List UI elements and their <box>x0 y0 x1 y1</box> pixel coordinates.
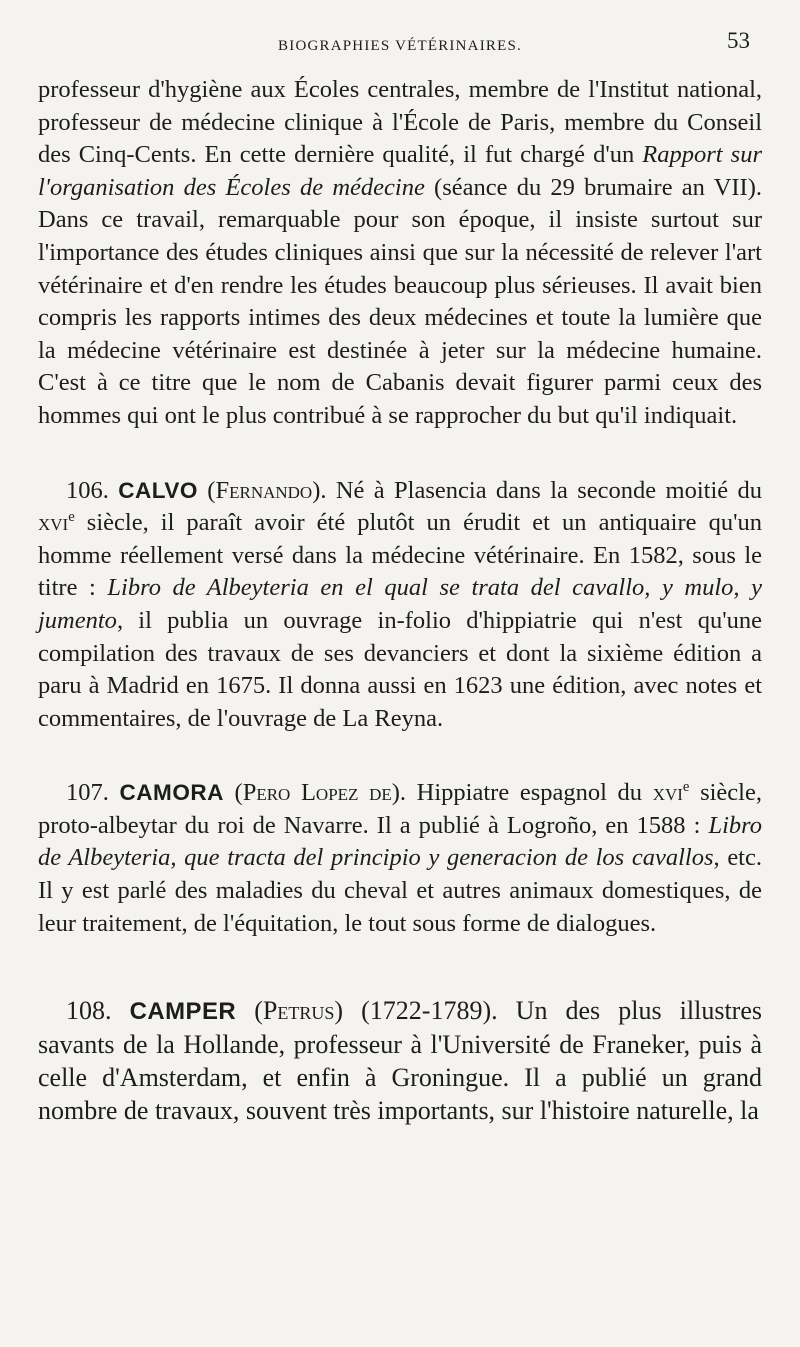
entry-107: 107. CAMORA (Pero Lopez de). Hippiatre espagnol du xvi$^e$ siècle, proto-albeytar du roi de Navarre. Il a publié à Logroño, en 1588 : Libro de Albeyteria, que tracta del principio y generacion de los cavallos, etc. Il y est parlé des maladies du cheval et autres animaux domestiques, de leur traitement, de l'équitation, le tout sous forme de dialogues. <box>38 779 762 937</box>
entry-number: 106. <box>66 476 109 504</box>
entry-work-title: Libro de Albeyteria en el qual se trata del cavallo, y mulo, y jumento <box>38 574 762 634</box>
entry-name: CAMORA <box>119 780 224 806</box>
entry-name: CALVO <box>118 477 198 503</box>
running-head-title: BIOGRAPHIES VÉTÉRINAIRES. <box>278 38 522 54</box>
entry-century: xvi <box>652 779 683 807</box>
entry-given-name: Pero Lopez de <box>242 779 392 807</box>
entry-work-title: Libro de Albeyteria, que tracta del principio y generacion de los cavallos <box>38 811 762 872</box>
entry-given-name: Fernando <box>215 476 313 504</box>
entry-century: xvi <box>38 509 69 537</box>
intro-text-1: professeur d'hygiène aux Écoles centrales, membre de l'Institut national, professeur de médecine clinique à l'École de Paris, membre du Conseil des Cinq-Cents. En cette dernière qualité, il fut chargé d'un <box>38 76 762 169</box>
entry-given-name: Petrus <box>262 996 335 1026</box>
entry-text: siècle, proto-albeytar du roi de Navarre. Il a publié à Logroño, en 1588 : <box>38 779 762 839</box>
entry-century-sup: e <box>68 508 75 525</box>
entry-108: 108. CAMPER (Petrus) (1722-1789). Un des plus illustres savants de la Hollande, professeur à l'Université de Franeker, puis à celle d'Amsterdam, et enfin à Groningue. Il a publié un grand nombre de travaux, souvent très importants, sur l'histoire naturelle, la <box>38 996 762 1126</box>
entry-text: , il publia un ouvrage in-folio d'hippiatrie qui n'est qu'une compilation des travaux de ses devanciers et dont la sixième édition a paru à Madrid en 1675. Il donna aussi en 1623 une édition, avec notes et commentaires, de l'ouvrage de La Reyna. <box>38 606 762 732</box>
entry-text: siècle, il paraît avoir été plutôt un érudit et un antiquaire qu'un homme réellement versé dans la médecine vétérinaire. En 1582, sous le titre : <box>38 509 762 602</box>
entry-106: 106. CALVO (Fernando). Né à Plasencia dans la seconde moitié du xvi$^e$ siècle, il paraît avoir été plutôt un érudit et un antiquaire qu'un homme réellement versé dans la médecine vétérinaire. En 1582, sous le titre : Libro de Albeyteria en el qual se trata del cavallo, y mulo, y jumento, il publia un ouvrage in-folio d'hippiatrie qui n'est qu'une compilation des travaux de ses devanciers et dont la sixième édition a paru à Madrid en 1675. Il donna aussi en 1623 une édition, avec notes et commentaires, de l'ouvrage de La Reyna. <box>38 476 762 732</box>
entry-number: 108. <box>66 996 112 1026</box>
entry-text: . Hippiatre espagnol du <box>399 779 653 807</box>
page-number: 53 <box>727 28 750 53</box>
entry-number: 107. <box>66 779 109 807</box>
entry-text: , etc. Il y est parlé des maladies du cheval et autres animaux domestiques, de leur traitement, de l'équitation, le tout sous forme de dialogues. <box>38 844 762 937</box>
intro-text-2: (séance du 29 brumaire an VII). Dans ce travail, remarquable pour son époque, il insiste surtout sur l'importance des études cliniques ainsi que sur la nécessité de relever l'art vétérinaire et d'en rendre les études beaucoup plus sérieuses. Il avait bien compris les rapports intimes des deux médecines et toute la lumière que la médecine vétérinaire est destinée à jeter sur la médecine humaine. C'est à ce titre que le nom de Cabanis devait figurer parmi ceux des hommes qui ont le plus contribué à se rapprocher du but qu'il indiquait. <box>38 173 762 429</box>
intro-work-title: Rapport sur l'organisation des Écoles de médecine <box>38 141 762 201</box>
entry-century-sup: e <box>682 779 690 796</box>
intro-paragraph <box>38 74 762 433</box>
running-head <box>38 28 762 68</box>
entry-text: . Né à Plasencia dans la seconde moitié du <box>320 476 762 504</box>
entry-name: CAMPER <box>129 998 237 1026</box>
entry-text: (1722-1789). Un des plus illustres savants de la Hollande, professeur à l'Université de Franeker, puis à celle d'Amsterdam, et enfin à Groningue. Il a publié un grand nombre de travaux, souvent très importants, sur l'histoire naturelle, la <box>38 996 762 1126</box>
